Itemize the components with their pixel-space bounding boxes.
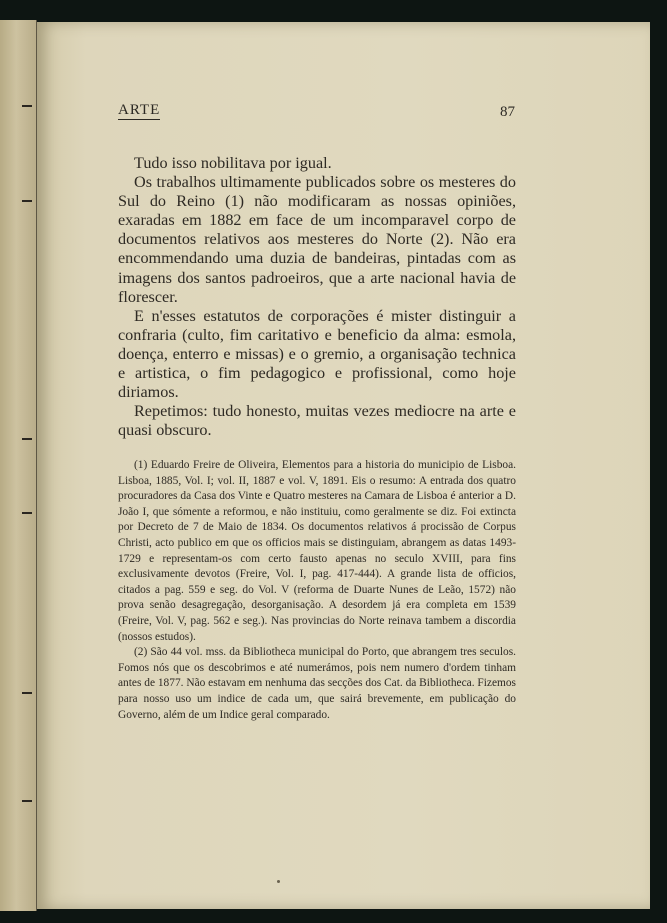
paragraph: Tudo isso nobilitava por igual. bbox=[134, 154, 332, 172]
edge-mark bbox=[22, 105, 32, 107]
running-head: ARTE bbox=[118, 102, 161, 118]
footnote: (2) São 44 vol. mss. da Bibliotheca municipal do Porto, que abrangem tres seculos. Fomos nós que os descobrimos e até numerámos, pois nem numero d'ordem tinham antes de 1877. Não estavam em nenhuma das secções dos Cat. da Bibliotheca. Fizemos para nosso uso um indice de cada um, que sairá brevemente, em publicação do Governo, além de um Indice geral comparado. bbox=[118, 646, 516, 721]
main-text bbox=[118, 154, 516, 440]
edge-mark bbox=[22, 200, 32, 202]
edge-mark bbox=[22, 438, 32, 440]
edge-mark bbox=[22, 692, 32, 694]
footnotes bbox=[118, 458, 516, 723]
paragraph: E n'esses estatutos de corporações é mister distinguir a confraria (culto, fim caritativo e beneficio da alma: esmola, doença, enterro e missas) e o gremio, a organisação technica e artistica, o fim pedagogico e profissional, como hoje diriamos. bbox=[118, 306, 516, 402]
paragraph: Repetimos: tudo honesto, muitas vezes mediocre na arte e quasi obscuro. bbox=[118, 402, 516, 440]
edge-mark bbox=[22, 800, 32, 802]
paragraph: Os trabalhos ultimamente publicados sobre os mesteres do Sul do Reino (1) não modificaram as nossas opiniões, exaradas em 1882 em face de um incomparavel corpo de documentos relativos aos mesteres do Norte (2). Não era encommendando uma duzia de bandeiras, pintadas com as imagens dos santos padroeiros, que a arte nacional havia de florescer. bbox=[118, 173, 516, 306]
paper-speck bbox=[277, 880, 280, 883]
footnote: (1) Eduardo Freire de Oliveira, Elementos para a historia do municipio de Lisboa. Lisboa, 1885, Vol. I; vol. II, 1887 e vol. V, 1891. Eis o resumo: A entrada dos quatro procuradores da Casa dos Vinte e Quatro mesteres na Camara de Lisboa é anterior a D. João I, que sómente a reformou, e não instituiu, como geralmente se diz. Foi extincta por Decreto de 7 de Maio de 1834. Os documentos relativos á procissão de Corpus Christi, acto publico em que os officios mais se distinguiam, abrangem as datas 1493-1729 e representam-os com certo fausto apenas no seculo XVIII, para fins exclusivamente devotos (Freire, Vol. I, pag. 417-444). A grande lista de officios, citados a pag. 559 e seg. do Vol. V (reforma de Duarte Nunes de Leão, 1572) não prova senão desagregação, desorganisação. A desordem já era completa em 1539 (Freire, Vol. V, pag. 562 e seg.). Nas provincias do Norte reinava tambem a discordia (nossos estudos). bbox=[118, 459, 516, 643]
edge-mark bbox=[22, 512, 32, 514]
page-number: 87 bbox=[500, 104, 515, 120]
previous-page-edge bbox=[0, 20, 37, 911]
